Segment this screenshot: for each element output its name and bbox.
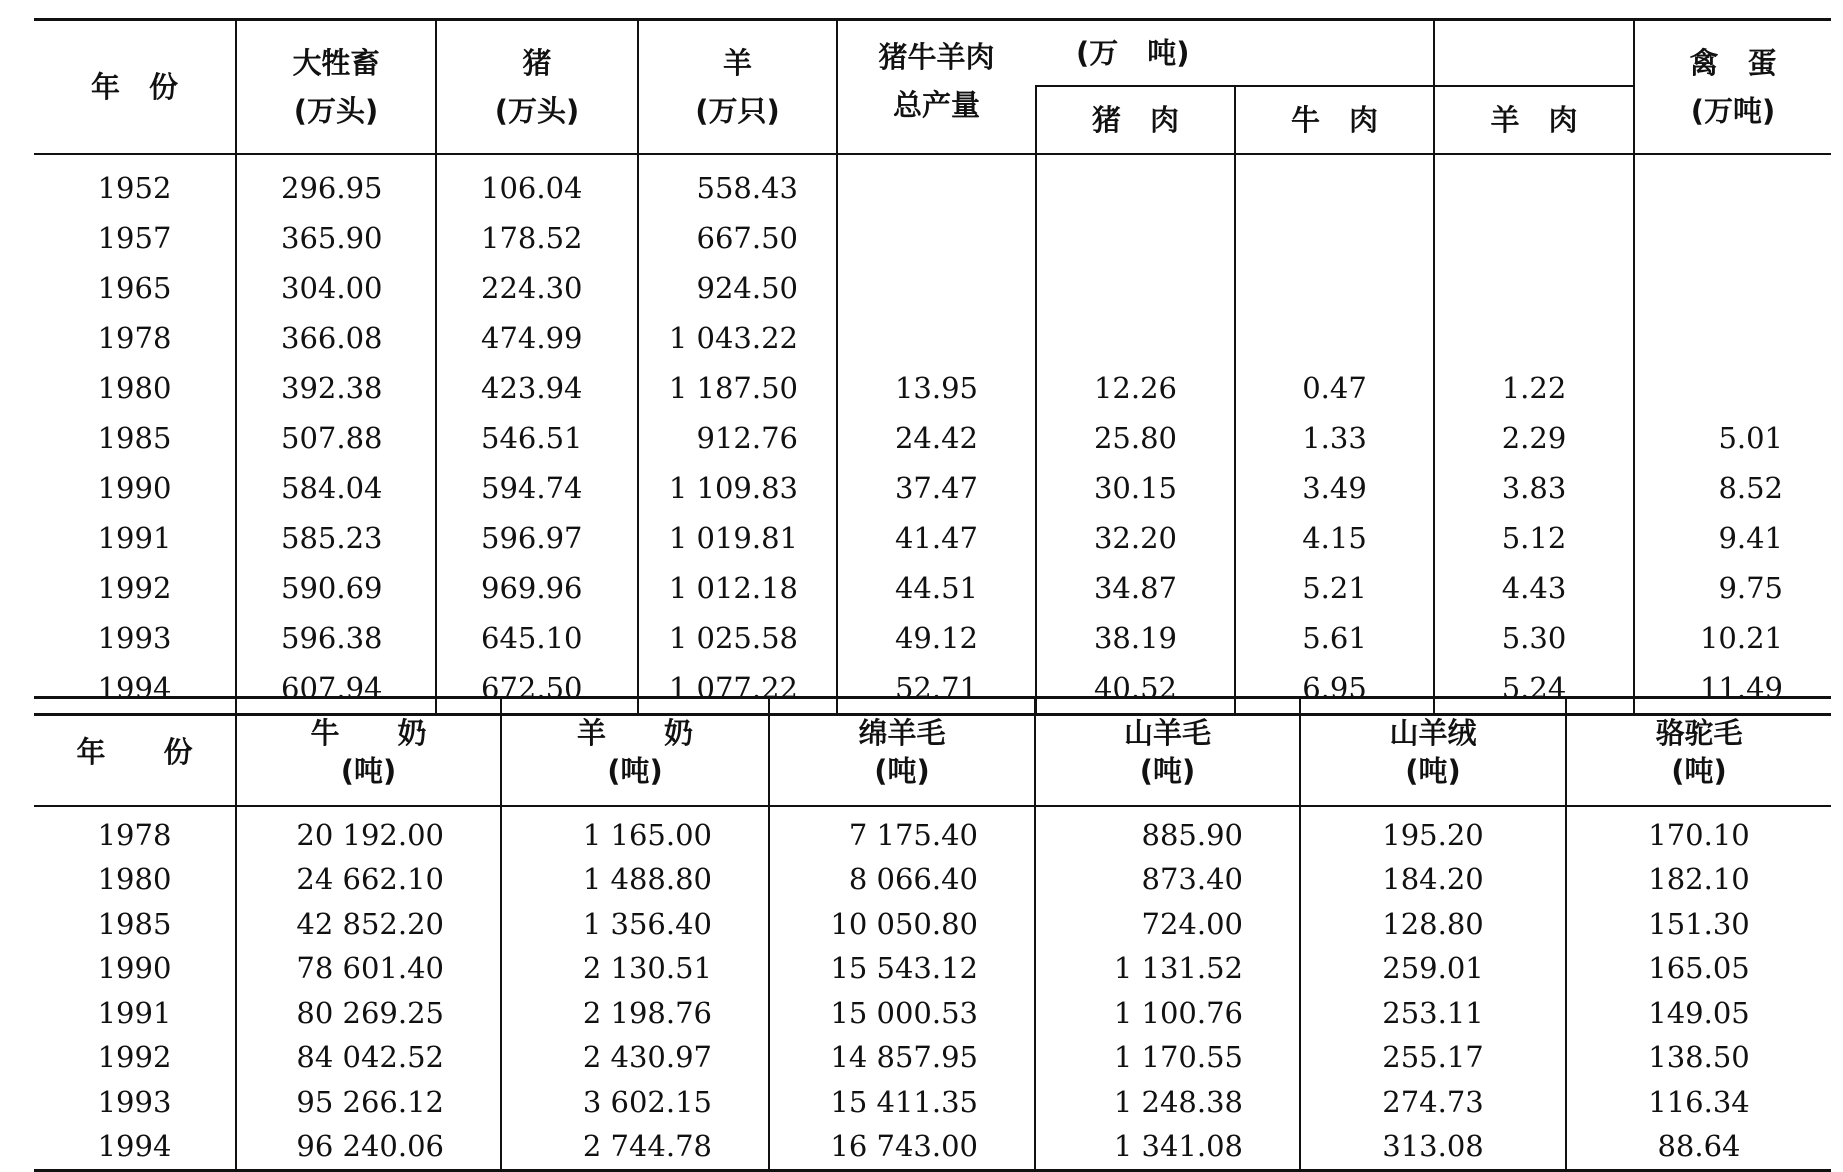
cell-year: 1990 [97,470,172,505]
cell-cow-milk: 42 852.20 [236,902,501,947]
header-cashmere: 山羊绒 (吨) [1300,698,1566,806]
table-row [34,413,1831,463]
header2-year: 年 份 [34,698,236,806]
cell-camel-hair: 165.05 [1566,946,1831,991]
cell-goat-milk: 2 744.78 [501,1124,769,1170]
cell-livestock: 585.23 [236,513,436,563]
header-goat-hair: 山羊毛 (吨) [1035,698,1300,806]
table-row [34,1080,1831,1125]
cell-wool: 8 066.40 [769,857,1035,902]
table-row [34,613,1831,663]
cell-pig: 474.99 [436,313,638,363]
header-beef: 牛 肉 [1235,86,1434,154]
cell-mutton: 5.24 [1434,663,1634,715]
cell-beef: 5.61 [1235,613,1434,663]
table-row [34,806,1831,858]
animal-products-table [34,696,1831,1172]
cell-beef: 4.15 [1235,513,1434,563]
header-blank [1434,20,1634,86]
cell-cashmere: 253.11 [1300,991,1566,1036]
cell-mutton: 4.43 [1434,563,1634,613]
cell-eggs: 11.49 [1634,663,1831,715]
cell-wool: 14 857.95 [769,1035,1035,1080]
cell-year: 1985 [97,906,172,941]
cell-livestock: 507.88 [236,413,436,463]
cell-beef: 3.49 [1235,463,1434,513]
header-year: 年 份 [34,20,236,154]
cell-meat-total [837,313,1036,363]
header-meat-total: 猪牛羊肉 总产量 [837,20,1036,154]
cell-cashmere: 255.17 [1300,1035,1566,1080]
cell-livestock: 596.38 [236,613,436,663]
cell-eggs: 9.75 [1634,563,1831,613]
cell-wool: 10 050.80 [769,902,1035,947]
cell-pig: 596.97 [436,513,638,563]
cell-pig: 969.96 [436,563,638,613]
cell-eggs: 5.01 [1634,413,1831,463]
cell-meat-total: 37.47 [837,463,1036,513]
cell-livestock: 366.08 [236,313,436,363]
table-row [34,902,1831,947]
header-livestock: 大牲畜 (万头) [236,20,436,154]
table-row [34,857,1831,902]
cell-cashmere: 274.73 [1300,1080,1566,1125]
cell-pork: 38.19 [1036,613,1235,663]
cell-mutton: 2.29 [1434,413,1634,463]
cell-goat-hair: 1 248.38 [1035,1080,1300,1125]
cell-pork [1036,263,1235,313]
cell-eggs [1634,213,1831,263]
cell-meat-total: 44.51 [837,563,1036,613]
cell-cashmere: 128.80 [1300,902,1566,947]
cell-pig: 546.51 [436,413,638,463]
cell-goat-hair: 885.90 [1035,806,1300,858]
cell-camel-hair: 170.10 [1566,806,1831,858]
cell-camel-hair: 151.30 [1566,902,1831,947]
cell-sheep: 1 012.18 [638,563,837,613]
cell-cashmere: 259.01 [1300,946,1566,991]
cell-year: 1965 [97,270,172,305]
cell-sheep: 1 187.50 [638,363,837,413]
table-row [34,563,1831,613]
cell-year: 1985 [97,420,172,455]
cell-year: 1990 [97,951,172,986]
cell-eggs [1634,154,1831,213]
cell-mutton [1434,313,1634,363]
cell-camel-hair: 149.05 [1566,991,1831,1036]
cell-goat-milk: 3 602.15 [501,1080,769,1125]
cell-cow-milk: 20 192.00 [236,806,501,858]
cell-mutton: 5.12 [1434,513,1634,563]
cell-goat-milk: 2 198.76 [501,991,769,1036]
cell-cow-milk: 84 042.52 [236,1035,501,1080]
table-row [34,1035,1831,1080]
cell-sheep: 558.43 [638,154,837,213]
cell-goat-hair: 1 170.55 [1035,1035,1300,1080]
cell-goat-hair: 1 341.08 [1035,1124,1300,1170]
cell-eggs: 10.21 [1634,613,1831,663]
cell-year: 1957 [97,220,172,255]
header-cow-milk: 牛 奶 (吨) [236,698,501,806]
cell-beef [1235,154,1434,213]
cell-wool: 15 000.53 [769,991,1035,1036]
cell-sheep: 1 025.58 [638,613,837,663]
cell-goat-hair: 873.40 [1035,857,1300,902]
cell-year: 1991 [97,520,172,555]
cell-wool: 7 175.40 [769,806,1035,858]
cell-camel-hair: 116.34 [1566,1080,1831,1125]
cell-sheep: 924.50 [638,263,837,313]
header-meat-unit: (万 吨) [1036,20,1434,86]
cell-meat-total [837,213,1036,263]
cell-beef [1235,213,1434,263]
cell-pig: 645.10 [436,613,638,663]
cell-eggs [1634,263,1831,313]
cell-livestock: 584.04 [236,463,436,513]
cell-livestock: 392.38 [236,363,436,413]
cell-livestock: 607.94 [236,663,436,715]
table-row [34,1124,1831,1170]
table-row [34,946,1831,991]
cell-mutton [1434,213,1634,263]
table-row [34,991,1831,1036]
cell-pig: 178.52 [436,213,638,263]
cell-goat-milk: 2 430.97 [501,1035,769,1080]
cell-year: 1992 [97,570,172,605]
cell-cashmere: 313.08 [1300,1124,1566,1170]
cell-pork [1036,154,1235,213]
cell-beef: 5.21 [1235,563,1434,613]
cell-meat-total: 49.12 [837,613,1036,663]
cell-livestock: 365.90 [236,213,436,263]
cell-sheep: 1 077.22 [638,663,837,715]
cell-sheep: 1 043.22 [638,313,837,363]
cell-beef: 1.33 [1235,413,1434,463]
cell-sheep: 1 019.81 [638,513,837,563]
cell-pork [1036,213,1235,263]
cell-pork: 40.52 [1036,663,1235,715]
cell-eggs: 8.52 [1634,463,1831,513]
cell-beef: 0.47 [1235,363,1434,413]
cell-sheep: 912.76 [638,413,837,463]
cell-pig: 106.04 [436,154,638,213]
cell-meat-total [837,154,1036,213]
cell-cashmere: 184.20 [1300,857,1566,902]
cell-pork: 34.87 [1036,563,1235,613]
cell-beef [1235,313,1434,363]
cell-cow-milk: 96 240.06 [236,1124,501,1170]
cell-sheep: 1 109.83 [638,463,837,513]
cell-mutton: 5.30 [1434,613,1634,663]
table-row [34,513,1831,563]
cell-year: 1980 [97,862,172,897]
cell-beef [1235,263,1434,313]
cell-goat-milk: 2 130.51 [501,946,769,991]
header-sheep: 羊 (万只) [638,20,837,154]
cell-goat-milk: 1 165.00 [501,806,769,858]
header-goat-milk: 羊 奶 (吨) [501,698,769,806]
header-camel-hair: 骆驼毛 (吨) [1566,698,1831,806]
table-row [34,213,1831,263]
cell-wool: 15 411.35 [769,1080,1035,1125]
cell-goat-hair: 1 100.76 [1035,991,1300,1036]
cell-meat-total: 41.47 [837,513,1036,563]
cell-year: 1991 [97,995,172,1030]
cell-beef: 6.95 [1235,663,1434,715]
cell-pork: 32.20 [1036,513,1235,563]
cell-year: 1978 [97,817,172,852]
cell-meat-total: 52.71 [837,663,1036,715]
table-row [34,363,1831,413]
header-pork: 猪 肉 [1036,86,1235,154]
cell-eggs [1634,313,1831,363]
cell-camel-hair: 182.10 [1566,857,1831,902]
header-pig: 猪 (万头) [436,20,638,154]
cell-pork: 25.80 [1036,413,1235,463]
cell-meat-total: 13.95 [837,363,1036,413]
cell-cow-milk: 95 266.12 [236,1080,501,1125]
cell-year: 1978 [97,320,172,355]
cell-livestock: 304.00 [236,263,436,313]
cell-year: 1993 [97,1084,172,1119]
cell-year: 1994 [97,670,172,705]
header-mutton: 羊 肉 [1434,86,1634,154]
cell-pork: 12.26 [1036,363,1235,413]
cell-meat-total: 24.42 [837,413,1036,463]
cell-wool: 16 743.00 [769,1124,1035,1170]
livestock-table [34,18,1831,716]
cell-cashmere: 195.20 [1300,806,1566,858]
cell-livestock: 590.69 [236,563,436,613]
cell-camel-hair: 138.50 [1566,1035,1831,1080]
cell-goat-milk: 1 488.80 [501,857,769,902]
cell-mutton [1434,154,1634,213]
table-row [34,154,1831,213]
table-row [34,263,1831,313]
cell-eggs: 9.41 [1634,513,1831,563]
cell-year: 1994 [97,1129,172,1164]
cell-pork [1036,313,1235,363]
cell-sheep: 667.50 [638,213,837,263]
cell-pig: 423.94 [436,363,638,413]
header-eggs: 禽 蛋 (万吨) [1634,20,1831,154]
cell-mutton [1434,263,1634,313]
cell-goat-hair: 724.00 [1035,902,1300,947]
cell-pig: 224.30 [436,263,638,313]
cell-year: 1980 [97,370,172,405]
cell-camel-hair: 88.64 [1566,1124,1831,1170]
cell-cow-milk: 80 269.25 [236,991,501,1036]
cell-meat-total [837,263,1036,313]
header-wool: 绵羊毛 (吨) [769,698,1035,806]
cell-year: 1992 [97,1040,172,1075]
cell-mutton: 3.83 [1434,463,1634,513]
cell-pig: 594.74 [436,463,638,513]
cell-livestock: 296.95 [236,154,436,213]
cell-wool: 15 543.12 [769,946,1035,991]
cell-year: 1993 [97,620,172,655]
cell-eggs [1634,363,1831,413]
cell-goat-milk: 1 356.40 [501,902,769,947]
cell-cow-milk: 24 662.10 [236,857,501,902]
cell-mutton: 1.22 [1434,363,1634,413]
table-row [34,313,1831,363]
cell-year: 1952 [97,170,172,205]
cell-cow-milk: 78 601.40 [236,946,501,991]
table-row [34,463,1831,513]
cell-goat-hair: 1 131.52 [1035,946,1300,991]
cell-pork: 30.15 [1036,463,1235,513]
cell-pig: 672.50 [436,663,638,715]
